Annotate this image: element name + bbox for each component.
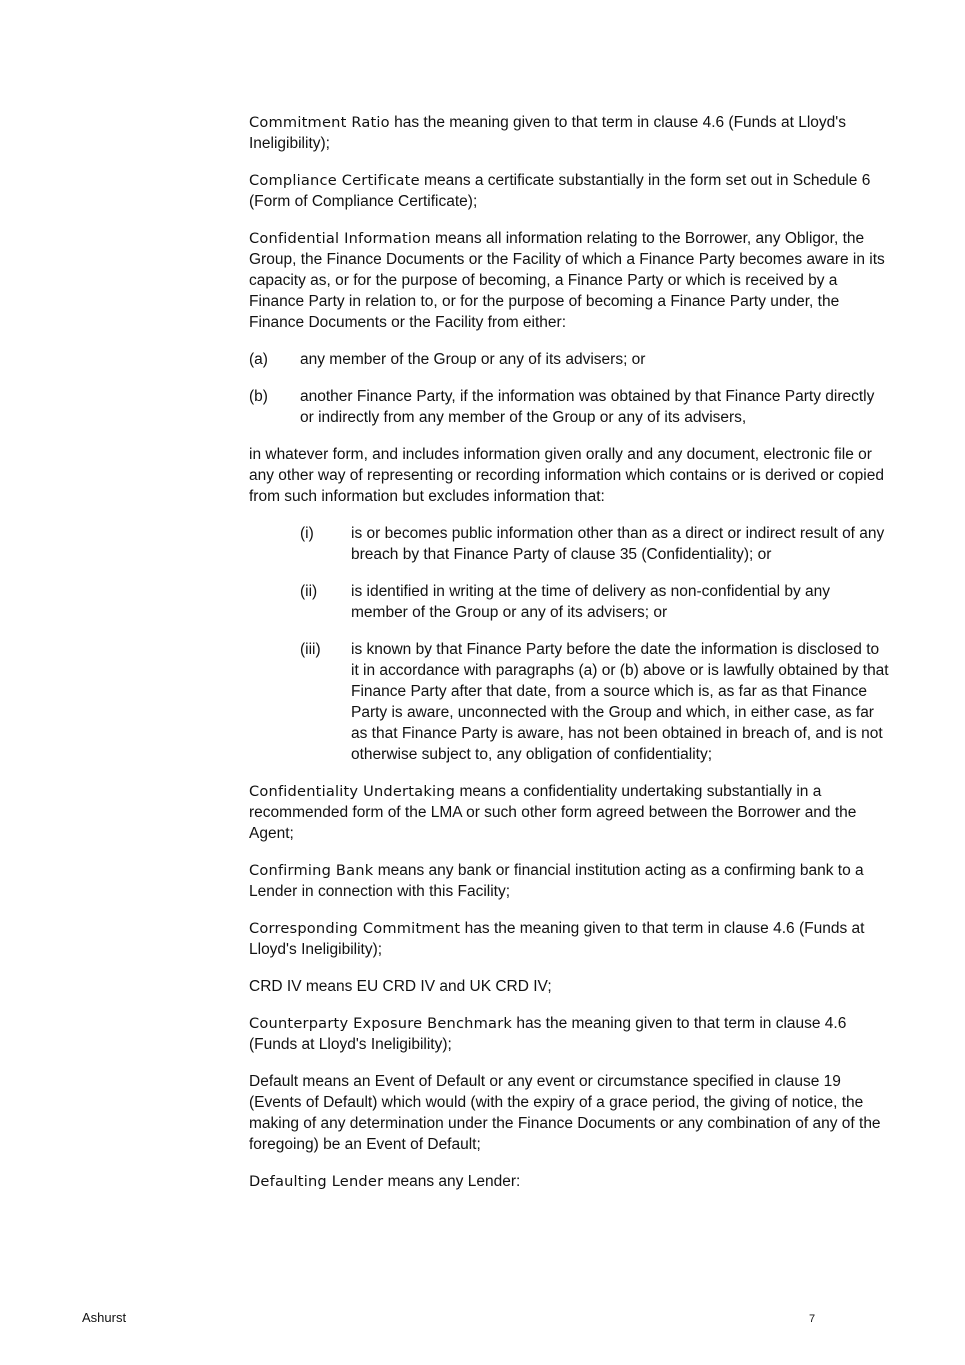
item-label: (iii) <box>300 641 321 658</box>
defined-term: Confirming Bank <box>249 862 374 879</box>
confidential-information-continuation: in whatever form, and includes information given orally and any document, electronic file or any other way of representing or recording information which contains or is derived or copied from such information but excludes information that: <box>249 446 884 505</box>
list-item-iii <box>300 639 889 765</box>
definition-default <box>249 1071 889 1155</box>
definition-counterparty-exposure-benchmark <box>249 1013 889 1055</box>
item-label: (b) <box>249 388 268 405</box>
definition-crd-iv <box>249 976 889 997</box>
definition-text: means EU CRD IV and UK CRD IV; <box>301 978 552 995</box>
definition-text: has the meaning given to that term in clause 4.6 (Funds at Lloyd's Ineligibility); <box>249 114 846 152</box>
definition-text: has the meaning given to that term in clause 4.6 (Funds at Lloyd's Ineligibility); <box>249 1015 847 1053</box>
definition-confirming-bank <box>249 860 889 902</box>
defined-term: Defaulting Lender <box>249 1173 384 1190</box>
item-label: (i) <box>300 525 314 542</box>
definition-commitment-ratio <box>249 112 889 154</box>
definition-confidentiality-undertaking <box>249 781 889 844</box>
definition-text: means an Event of Default or any event or circumstance specified in clause 19 (Events of Default) which would (with the expiry of a grace period, the giving of notice, the making of any determination under the Finance Documents or any combination of any of the foregoing) be an Event of Default; <box>249 1073 881 1153</box>
list-item-i <box>300 523 889 565</box>
item-text: is identified in writing at the time of delivery as non-confidential by any member of the Group or any of its advisers; or <box>351 583 831 621</box>
defined-term: Default <box>249 1073 299 1090</box>
page-number: 7 <box>809 1313 816 1325</box>
item-text: another Finance Party, if the information was obtained by that Finance Party directly or indirectly from any member of the Group or any of its advisers, <box>300 388 875 426</box>
list-item-ii <box>300 581 889 623</box>
list-item-a <box>249 349 889 370</box>
defined-term: Corresponding Commitment <box>249 920 461 937</box>
item-text: is known by that Finance Party before the date the information is disclosed to it in accordance with paragraphs (a) or (b) above or is lawfully obtained by that Finance Party after that date, from a source which is, as far as that Finance Party is aware, unconnected with the Group and which, in either case, as far as that Finance Party is aware, has not been obtained in breach of, and is not otherwise subject to, any obligation of confidentiality; <box>351 641 889 763</box>
defined-term: CRD IV <box>249 978 302 995</box>
definition-text: means a certificate substantially in the form set out in Schedule 6 (Form of Compliance Certificate); <box>249 172 871 210</box>
definition-corresponding-commitment <box>249 918 889 960</box>
item-label: (a) <box>249 351 268 368</box>
defined-term: Commitment Ratio <box>249 114 390 131</box>
definition-compliance-certificate <box>249 170 889 212</box>
defined-term: Counterparty Exposure Benchmark <box>249 1015 513 1032</box>
item-text: any member of the Group or any of its advisers; or <box>300 351 646 368</box>
definition-text: has the meaning given to that term in clause 4.6 (Funds at Lloyd's Ineligibility); <box>249 920 865 958</box>
defined-term: Compliance Certificate <box>249 172 420 189</box>
definition-text: means any bank or financial institution acting as a confirming bank to a Lender in connection with this Facility; <box>249 862 864 900</box>
definition-defaulting-lender <box>249 1171 889 1192</box>
definition-text: means all information relating to the Borrower, any Obligor, the Group, the Finance Documents or the Facility of which a Finance Party becomes aware in its capacity as, or for the purpose of becoming, a Finance Party or which is received by a Finance Party in relation to, or for the purpose of becoming a Finance Party under, the Finance Documents or the Facility from either: <box>249 230 885 331</box>
defined-term: Confidentiality Undertaking <box>249 783 456 800</box>
item-label: (ii) <box>300 583 318 600</box>
item-text: is or becomes public information other than as a direct or indirect result of any breach by that Finance Party of clause 35 (Confidentiality); or <box>351 525 885 563</box>
definition-text: means any Lender: <box>383 1173 521 1190</box>
definition-text: means a confidentiality undertaking substantially in a recommended form of the LMA or such other form agreed between the Borrower and the Agent; <box>249 783 857 842</box>
defined-term: Confidential Information <box>249 230 431 247</box>
list-item-b <box>249 386 889 428</box>
footer-firm-name: Ashurst <box>82 1310 127 1325</box>
document-body <box>249 112 889 1208</box>
definition-confidential-information <box>249 228 889 333</box>
